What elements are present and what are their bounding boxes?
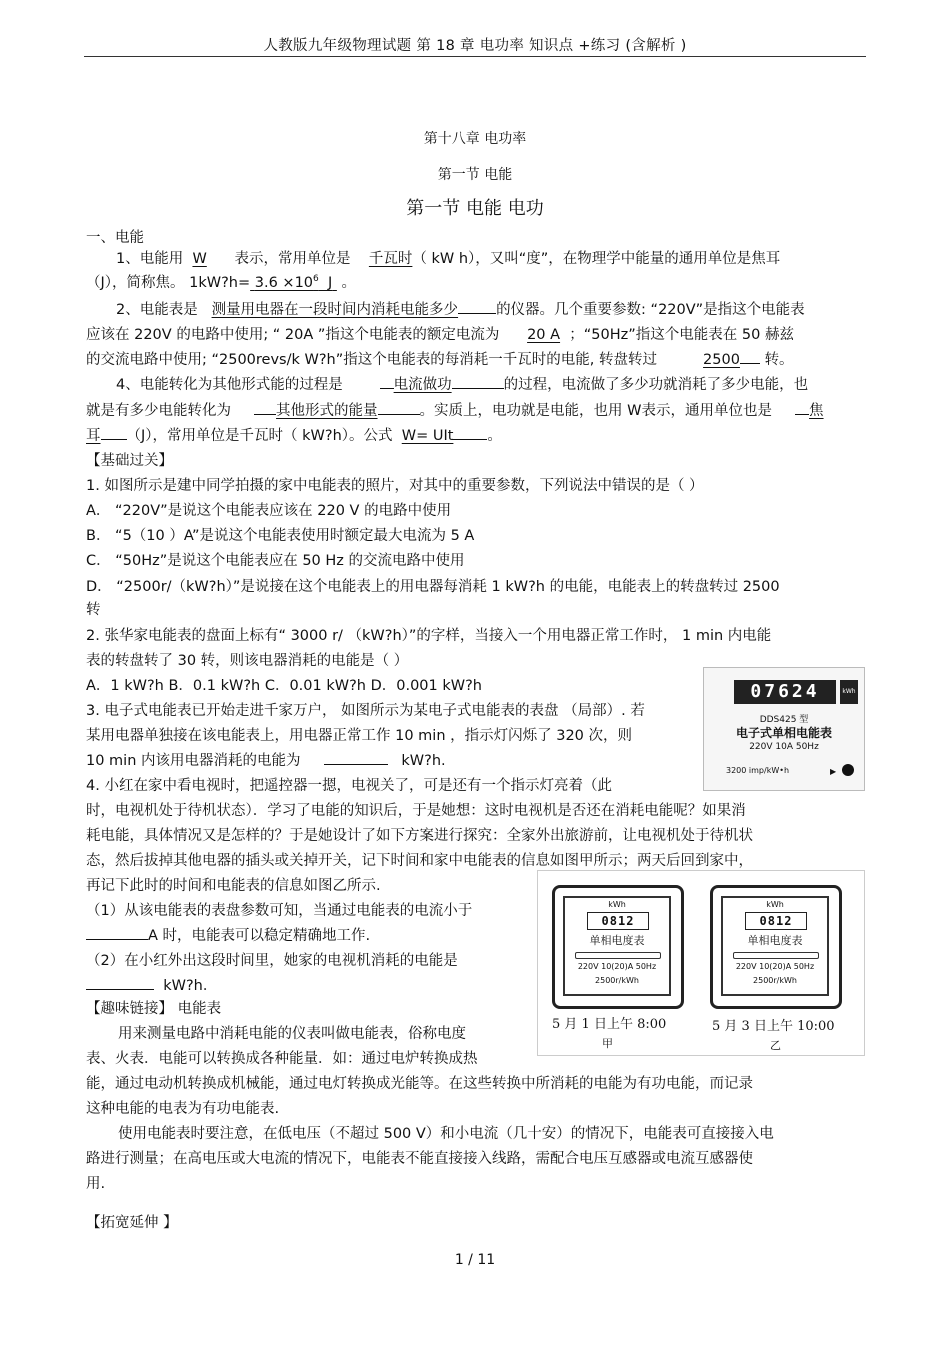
q1-option-c: C． “50Hz”是说这个电能表应在 50 Hz 的交流电路中使用 xyxy=(86,553,465,569)
fun-line7: 用. xyxy=(86,1176,106,1192)
header-rule xyxy=(84,56,866,57)
fun-line5: 使用电能表时要注意，在低电压（不超过 500 V）和小电流（几十安）的情况下，电能表可直接接入电 xyxy=(118,1126,774,1142)
meter-jia-caption: 5 月 1 日上午 8:00 xyxy=(552,1017,667,1032)
electronic-meter-figure xyxy=(703,667,865,791)
q1-option-a: A． “220V”是说这个电能表应该在 220 V 的电路中使用 xyxy=(86,503,452,519)
p2-line1: 2、电能表是 测量用电器在一段时间内消耗电能多少 的仪器。几个重要参数: “220V”是指这个电能表 xyxy=(116,298,805,319)
meter-jia-spec1: 220V 10(20)A 50Hz xyxy=(577,962,657,971)
meter-yi-spec2: 2500r/kWh xyxy=(753,976,797,985)
q3-line2: 某用电器单独接在该电能表上，用电器正常工作 10 min ，指示灯闪烁了 320 次，则 xyxy=(86,728,633,744)
q2-line2: 表的转盘转了 30 转，则该电器消耗的电能是（ ） xyxy=(86,653,409,669)
meter-jia-sublabel: 甲 xyxy=(602,1037,613,1050)
meter-yi-caption: 5 月 3 日上午 10:00 xyxy=(712,1019,835,1034)
section-subtitle: 第一节 电能 xyxy=(437,167,513,183)
part1-heading: 一、电能 xyxy=(86,230,144,246)
q1-stem: 1. 如图所示是建中同学拍摄的家中电能表的照片，对其中的重要参数，下列说法中错误的是（ ） xyxy=(86,478,704,494)
meter-unit: kWh xyxy=(840,680,858,704)
q4-sub2: （2）在小红外出这段时间里，她家的电视机消耗的电能是 xyxy=(86,953,458,969)
p4-line3: 耳 （J），常用单位是千瓦时（ kW?h）。公式 W= UIt 。 xyxy=(86,424,502,445)
p2-line2: 应该在 220V 的电路中使用; “ 20A ”指这个电能表的额定电流为 20 A ；“50Hz”指这个电能表在 50 赫兹 xyxy=(86,327,794,343)
meter-jia-unit: kWh xyxy=(608,900,626,909)
q4-line2: 时，电视机处于待机状态）．学习了电能的知识后，于是她想：这时电视机是否还在消耗电能呢？如果消 xyxy=(86,803,746,819)
fun-line1: 用来测量电路中消耗电能的仪表叫做电能表，俗称电度 xyxy=(118,1026,466,1042)
meter-jia-spec2: 2500r/kWh xyxy=(595,976,639,985)
indicator-led-icon xyxy=(842,764,854,776)
arrow-icon: ▶ xyxy=(830,767,837,776)
meter-yi-unit: kWh xyxy=(766,900,784,909)
meter-jia-digits: 0812 xyxy=(587,912,649,930)
page-number: 1 / 11 xyxy=(454,1252,496,1268)
p1-line1: 1、电能用 W 表示，常用单位是 千瓦时（ kW h），又叫“度”，在物理学中能量的通用单位是焦耳 xyxy=(116,251,781,267)
chapter-title: 第十八章 电功率 xyxy=(423,131,527,147)
q3-line3: 10 min 内该用电器消耗的电能为 kW?h. xyxy=(86,749,446,770)
q4-sub1-cont: A 时，电能表可以稳定精确地工作. xyxy=(86,924,370,945)
meter-yi-label: 单相电度表 xyxy=(747,934,803,947)
page-header: 人教版九年级物理试题 第 18 章 电功率 知识点 +练习 (含解析 ) xyxy=(263,38,687,54)
q4-line1: 4. 小红在家中看电视时，把遥控器一摁，电视关了，可是还有一个指示灯亮着（此 xyxy=(86,778,612,794)
meter-jia-label: 单相电度表 xyxy=(589,934,645,947)
q3-line1: 3. 电子式电能表已开始走进千家万户， 如图所示为某电子式电能表的表盘 （局部）. 若 xyxy=(86,703,645,719)
p1-line2: （J），简称焦。 1kW?h= $3.6 \times 10^6$ J 。 xyxy=(86,274,356,291)
q1-option-d: D． “2500r/（kW?h）”是说接在这个电能表上的用电器每消耗 1 kW?h 的电能，电能表上的转盘转过 2500 xyxy=(86,579,780,595)
q1-option-d-cont: 转 xyxy=(86,602,101,618)
meter-yi xyxy=(710,885,842,1009)
meter-yi-digits: 0812 xyxy=(745,912,807,930)
meter-comparison-figure xyxy=(537,870,865,1056)
q4-line5: 再记下此时的时间和电能表的信息如图乙所示. xyxy=(86,878,381,894)
meter-digits: 07624 xyxy=(734,680,836,704)
meter-yi-disc xyxy=(733,952,819,959)
q1-option-b: B． “5（10 ）A”是说这个电能表使用时额定最大电流为 5 A xyxy=(86,528,475,544)
fun-line2: 表、火表．电能可以转换成各种能量．如：通过电炉转换成热 xyxy=(86,1051,478,1067)
q2-line1: 2. 张华家电能表的盘面上标有“ 3000 r/ （kW?h）”的字样，当接入一个用电器正常工作时， 1 min 内电能 xyxy=(86,628,772,644)
fun-line4: 这种电能的电表为有功电能表. xyxy=(86,1101,280,1117)
meter-model: DDS425 型 xyxy=(759,715,809,725)
p4-line1: 4、电能转化为其他形式能的过程是 电流做功 的过程，电流做了多少功就消耗了多少电能，也 xyxy=(116,373,808,394)
meter-imp: 3200 imp/kW•h xyxy=(726,766,790,775)
p4-line2: 就是有多少电能转化为 其他形式的能量 。实质上，电功就是电能，也用 W表示，通用单位也是 焦 xyxy=(86,399,824,420)
basic-heading: 【基础过关】 xyxy=(86,453,173,469)
fun-line6: 路进行测量；在高电压或大电流的情况下，电能表不能直接接入线路，需配合电压互感器或电流互感器使 xyxy=(86,1151,753,1167)
p2-line3: 的交流电路中使用; “2500revs/k W?h”指这个电能表的每消耗一千瓦时的电能, 转盘转过 2500 转。 xyxy=(86,348,794,369)
extend-heading: 【拓宽延伸 】 xyxy=(86,1215,178,1231)
fun-heading: 【趣味链接】 电能表 xyxy=(86,1001,222,1017)
meter-jia xyxy=(552,885,684,1009)
meter-yi-sublabel: 乙 xyxy=(770,1039,781,1052)
meter-yi-spec1: 220V 10(20)A 50Hz xyxy=(735,962,815,971)
q4-line3: 耗电能，具体情况又是怎样的？于是她设计了如下方案进行探究：全家外出旅游前，让电视机处于待机状 xyxy=(86,828,753,844)
meter-title: 电子式单相电能表 xyxy=(735,726,832,740)
meter-jia-disc xyxy=(575,952,661,959)
q2-options: A．1 kW?h B．0.1 kW?h C．0.01 kW?h D．0.001 kW?h xyxy=(86,678,482,694)
section-title: 第一节 电能 电功 xyxy=(406,198,544,219)
q4-sub1: （1）从该电能表的表盘参数可知，当通过电能表的电流小于 xyxy=(86,903,473,919)
q4-sub2-cont: kW?h． xyxy=(86,974,217,995)
meter-spec: 220V 10A 50Hz xyxy=(749,742,819,752)
q4-line4: 态，然后拔掉其他电器的插头或关掉开关，记下时间和家中电能表的信息如图甲所示；两天后回到家中， xyxy=(86,853,753,869)
fun-line3: 能，通过电动机转换成机械能，通过电灯转换成光能等。在这些转换中所消耗的电能为有功电能，而记录 xyxy=(86,1076,753,1092)
